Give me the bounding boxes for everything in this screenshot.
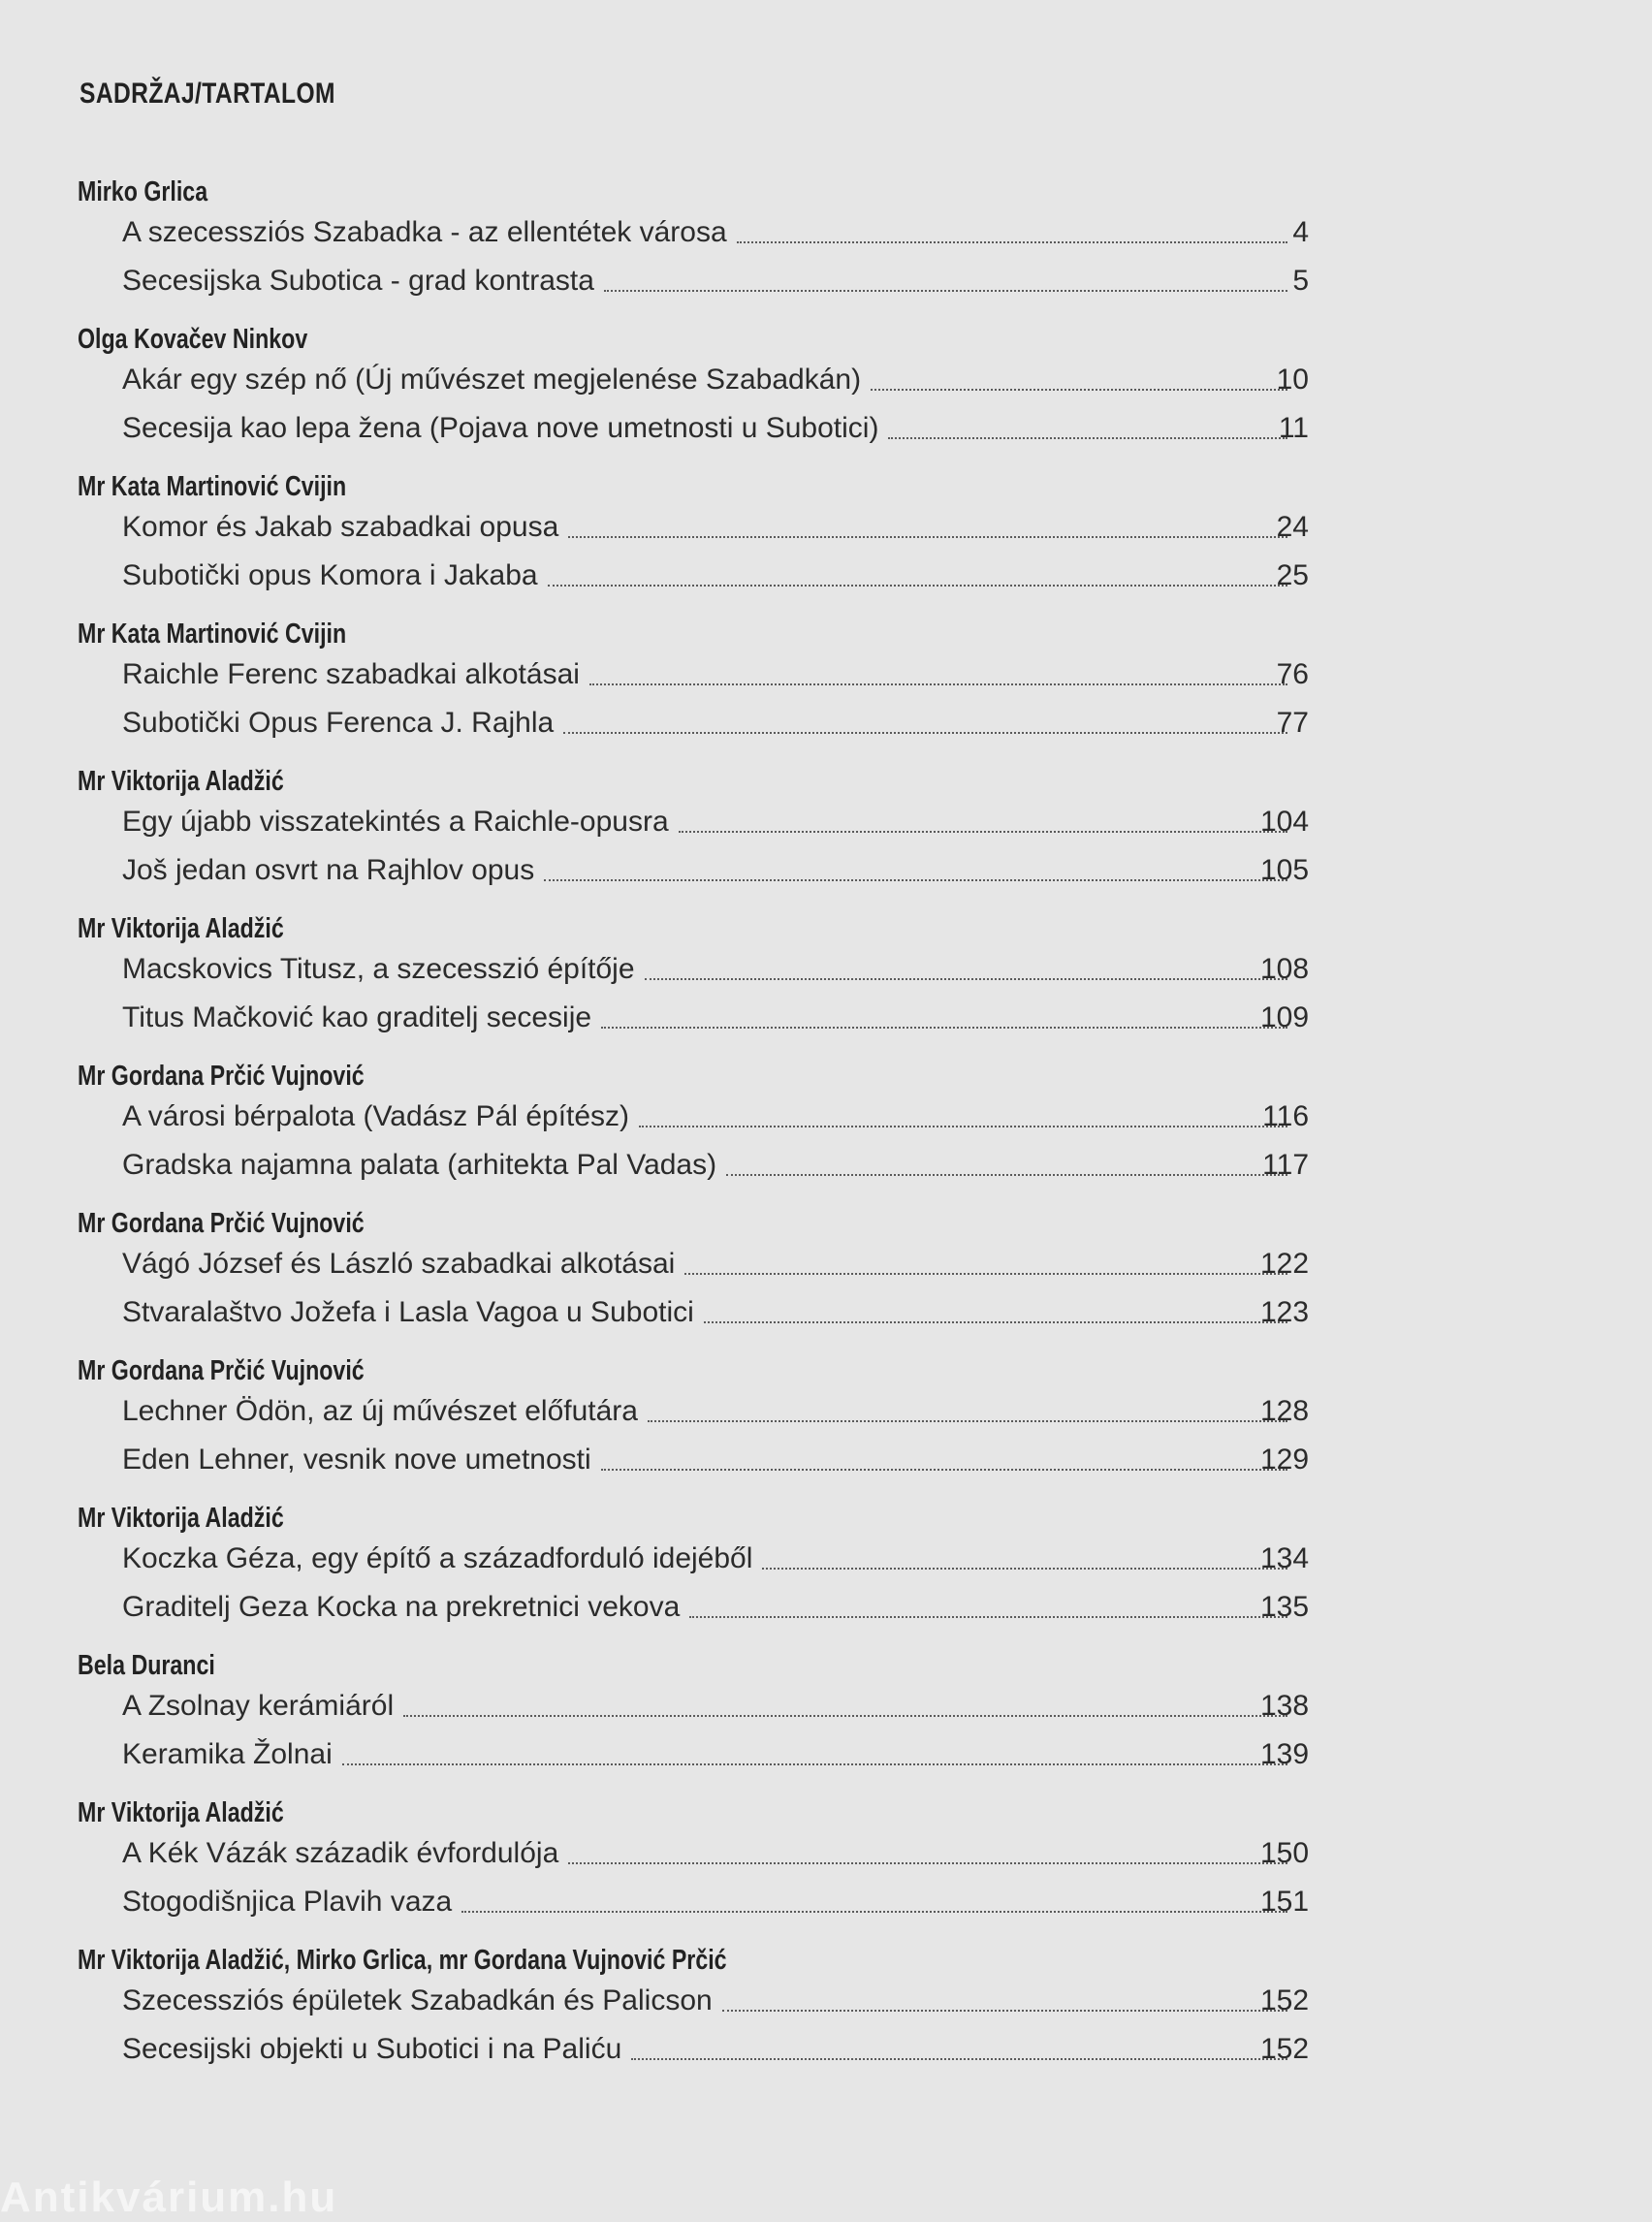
- entry-title: Secesijski objekti u Subotici i na Paliću: [122, 2033, 622, 2065]
- page-number: 109: [1260, 1001, 1310, 1033]
- page-number: 122: [1260, 1248, 1310, 1280]
- page-title: SADRŽAJ/TARTALOM: [79, 78, 335, 110]
- toc-entry[interactable]: [122, 1588, 1297, 1627]
- toc-entry[interactable]: [122, 213, 1297, 252]
- author-name: Mr Gordana Prčić Vujnović: [78, 1208, 365, 1239]
- page-number: 135: [1260, 1591, 1310, 1623]
- entry-title: Vágó József és László szabadkai alkotásai: [122, 1248, 676, 1280]
- dot-leader: [589, 683, 1287, 685]
- dot-leader: [568, 536, 1287, 538]
- page-number: 116: [1262, 1100, 1309, 1132]
- entry-title: Komor és Jakab szabadkai opusa: [122, 511, 559, 543]
- toc-entry[interactable]: [122, 704, 1297, 743]
- page-number: 128: [1260, 1395, 1310, 1427]
- dot-leader: [762, 1568, 1287, 1570]
- dot-leader: [563, 732, 1287, 734]
- toc-entry[interactable]: [122, 1392, 1297, 1431]
- toc-entry[interactable]: [122, 1982, 1297, 2020]
- entry-title: Stvaralaštvo Jožefa i Lasla Vagoa u Subotici: [122, 1296, 694, 1328]
- dot-leader: [639, 1126, 1287, 1127]
- author-name: Mr Gordana Prčić Vujnović: [78, 1061, 365, 1092]
- dot-leader: [631, 2058, 1287, 2060]
- dot-leader: [871, 389, 1287, 391]
- dot-leader: [548, 585, 1287, 587]
- page-number: 4: [1292, 216, 1309, 248]
- page-number: 129: [1260, 1444, 1310, 1476]
- toc-entry[interactable]: [122, 1441, 1297, 1479]
- toc-section: [0, 467, 1652, 615]
- dot-leader: [544, 879, 1287, 881]
- dot-leader: [704, 1321, 1287, 1323]
- toc-entry[interactable]: [122, 1687, 1297, 1726]
- toc-entry[interactable]: [122, 2030, 1297, 2069]
- dot-leader: [601, 1469, 1287, 1471]
- page-number: 152: [1260, 2033, 1310, 2065]
- toc-section: [0, 909, 1652, 1057]
- page-number: 10: [1276, 364, 1309, 396]
- author-name: Mr Viktorija Aladžić: [78, 766, 284, 797]
- page-number: 150: [1260, 1837, 1310, 1869]
- page-number: 108: [1260, 953, 1310, 985]
- toc-section: [0, 1941, 1652, 2088]
- toc-section: [0, 615, 1652, 762]
- toc-section: [0, 1057, 1652, 1204]
- page-number: 117: [1262, 1149, 1309, 1181]
- author-name: Mr Gordana Prčić Vujnović: [78, 1355, 365, 1386]
- entry-title: A Kék Vázák századik évfordulója: [122, 1837, 559, 1869]
- toc-section: [0, 1646, 1652, 1793]
- toc-section: [0, 1204, 1652, 1351]
- entry-title: Titus Mačković kao graditelj secesije: [122, 1001, 592, 1033]
- toc-entry[interactable]: [122, 851, 1297, 890]
- page-number: 105: [1260, 854, 1310, 886]
- toc-entry[interactable]: [122, 1097, 1297, 1136]
- page-number: 104: [1260, 806, 1310, 838]
- dot-leader: [689, 1616, 1287, 1618]
- toc-entry[interactable]: [122, 1245, 1297, 1284]
- author-name: Mr Kata Martinović Cvijin: [78, 619, 347, 650]
- author-name: Mr Kata Martinović Cvijin: [78, 471, 347, 502]
- entry-title: Subotički opus Komora i Jakaba: [122, 559, 538, 591]
- page-number: 76: [1276, 658, 1309, 690]
- page-number: 151: [1260, 1886, 1310, 1918]
- author-name: Bela Duranci: [78, 1650, 215, 1681]
- entry-title: Graditelj Geza Kocka na prekretnici vekova: [122, 1591, 681, 1623]
- toc-entry[interactable]: [122, 999, 1297, 1037]
- entry-title: Szecessziós épületek Szabadkán és Palicson: [122, 1984, 713, 2016]
- toc-section: [0, 1351, 1652, 1499]
- entry-title: Secesijska Subotica - grad kontrasta: [122, 265, 594, 297]
- entry-title: A szecessziós Szabadka - az ellentétek városa: [122, 216, 727, 248]
- dot-leader: [648, 1420, 1287, 1422]
- dot-leader: [679, 831, 1287, 833]
- entry-title: Keramika Žolnai: [122, 1738, 333, 1770]
- entry-title: Raichle Ferenc szabadkai alkotásai: [122, 658, 580, 690]
- page-number: 11: [1278, 412, 1309, 444]
- toc-entry[interactable]: [122, 1540, 1297, 1578]
- entry-title: Macskovics Titusz, a szecesszió építője: [122, 953, 635, 985]
- dot-leader: [722, 2010, 1287, 2012]
- dot-leader: [461, 1911, 1287, 1913]
- author-name: Mr Viktorija Aladžić, Mirko Grlica, mr Gordana Vujnović Prčić: [78, 1945, 727, 1976]
- toc-section: [0, 1793, 1652, 1941]
- dot-leader: [568, 1862, 1287, 1864]
- page-number: 25: [1276, 559, 1309, 591]
- entry-title: Secesija kao lepa žena (Pojava nove umetnosti u Subotici): [122, 412, 879, 444]
- author-name: Olga Kovačev Ninkov: [78, 324, 308, 355]
- dot-leader: [645, 978, 1287, 980]
- toc-entry[interactable]: [122, 1146, 1297, 1185]
- page-number: 5: [1292, 265, 1309, 297]
- dot-leader: [726, 1174, 1287, 1176]
- page-number: 152: [1260, 1984, 1310, 2016]
- entry-title: Koczka Géza, egy építő a századforduló idejéből: [122, 1542, 753, 1574]
- entry-title: Gradska najamna palata (arhitekta Pal Vadas): [122, 1149, 717, 1181]
- toc-entry[interactable]: [122, 1883, 1297, 1921]
- entry-title: Lechner Ödön, az új művészet előfutára: [122, 1395, 638, 1427]
- author-name: Mr Viktorija Aladžić: [78, 1797, 284, 1828]
- entry-title: Subotički Opus Ferenca J. Rajhla: [122, 707, 555, 739]
- toc-entry[interactable]: [122, 556, 1297, 595]
- toc-entry[interactable]: [122, 409, 1297, 448]
- toc-section: [0, 762, 1652, 909]
- page-number: 138: [1260, 1690, 1310, 1722]
- toc-entry[interactable]: [122, 950, 1297, 989]
- dot-leader: [888, 437, 1287, 439]
- author-name: Mirko Grlica: [78, 176, 208, 207]
- toc-section: [0, 1499, 1652, 1646]
- toc-entry[interactable]: [122, 1834, 1297, 1873]
- dot-leader: [737, 241, 1287, 243]
- toc-entry[interactable]: [122, 803, 1297, 841]
- toc-entry[interactable]: [122, 262, 1297, 301]
- toc-section: [0, 173, 1652, 320]
- toc-entry[interactable]: [122, 655, 1297, 694]
- entry-title: A városi bérpalota (Vadász Pál építész): [122, 1100, 630, 1132]
- dot-leader: [342, 1763, 1287, 1765]
- page-number: 77: [1276, 707, 1309, 739]
- toc-entry[interactable]: [122, 361, 1297, 399]
- page-number: 24: [1276, 511, 1309, 543]
- dot-leader: [601, 1027, 1287, 1029]
- entry-title: Eden Lehner, vesnik nove umetnosti: [122, 1444, 591, 1476]
- entry-title: Još jedan osvrt na Rajhlov opus: [122, 854, 535, 886]
- entry-title: A Zsolnay kerámiáról: [122, 1690, 395, 1722]
- dot-leader: [684, 1273, 1287, 1275]
- page-number: 123: [1260, 1296, 1310, 1328]
- table-of-contents: [0, 173, 1652, 2088]
- toc-section: [0, 320, 1652, 467]
- dot-leader: [604, 290, 1287, 292]
- watermark: Antikvárium.hu: [0, 2174, 338, 2221]
- entry-title: Egy újabb visszatekintés a Raichle-opusra: [122, 806, 669, 838]
- dot-leader: [403, 1715, 1287, 1717]
- toc-entry[interactable]: [122, 1735, 1297, 1774]
- entry-title: Akár egy szép nő (Új művészet megjelenése Szabadkán): [122, 364, 862, 396]
- author-name: Mr Viktorija Aladžić: [78, 1503, 284, 1534]
- page-number: 139: [1260, 1738, 1310, 1770]
- toc-entry[interactable]: [122, 1293, 1297, 1332]
- author-name: Mr Viktorija Aladžić: [78, 913, 284, 944]
- toc-entry[interactable]: [122, 508, 1297, 547]
- entry-title: Stogodišnjica Plavih vaza: [122, 1886, 453, 1918]
- page-number: 134: [1260, 1542, 1310, 1574]
